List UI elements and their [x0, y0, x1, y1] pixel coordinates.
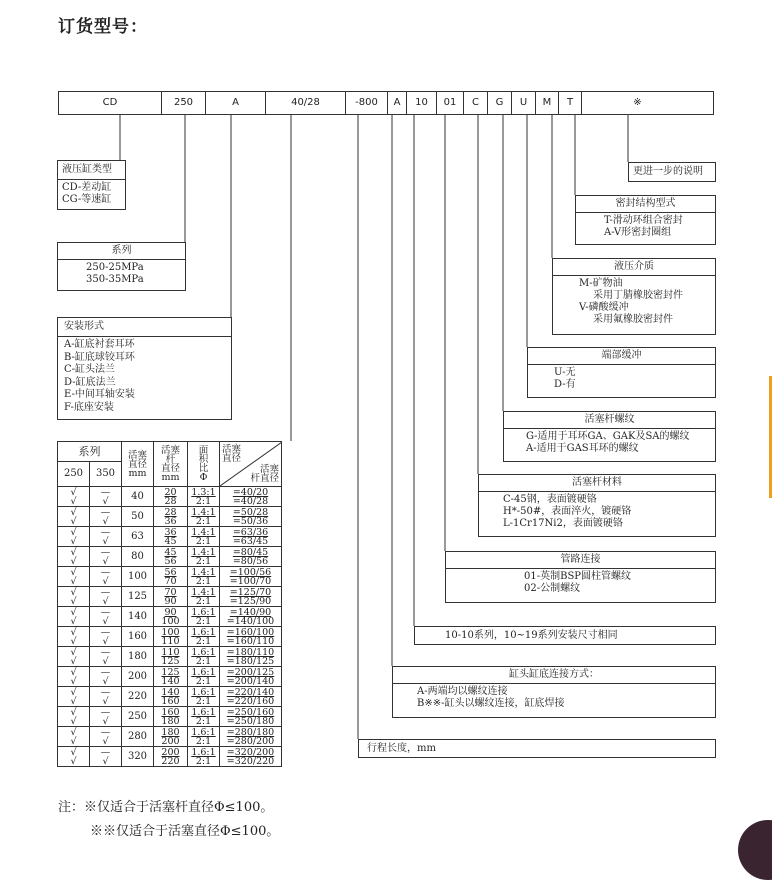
code-series: 250 — [162, 92, 206, 114]
table-row — [58, 567, 282, 587]
table-row — [58, 647, 282, 667]
col-250: √ √ — [58, 747, 90, 767]
cushion-item: D-有 — [554, 379, 576, 390]
note-2: ※※仅适合于活塞直径Φ≤100。 — [90, 824, 280, 839]
col-rod: 180 200 — [154, 727, 188, 747]
col-250: √ √ — [58, 627, 90, 647]
col-350: — √ — [90, 547, 122, 567]
col-250: √ √ — [58, 607, 90, 627]
cushion-item: U-无 — [554, 367, 576, 378]
stroke-label: 行程长度，mm — [367, 743, 436, 754]
code-thread: G — [488, 92, 512, 114]
head-conn-box — [392, 666, 716, 718]
mount-item: E-中间耳轴安装 — [64, 389, 135, 400]
table-row — [58, 507, 282, 527]
col-350: — √ — [90, 727, 122, 747]
mount-item: F-底座安装 — [64, 401, 114, 413]
code-series-no: 10 — [407, 92, 437, 114]
rod-material-box — [478, 474, 716, 537]
col-ratio: 1.4:1 2:1 — [188, 567, 220, 587]
col-ratio: 1.6:1 2:1 — [188, 667, 220, 687]
medium-item: V-磷酸缓冲 — [579, 302, 629, 313]
mount-item: B-缸底球铰耳环 — [64, 351, 135, 363]
medium-box — [552, 258, 716, 335]
page-title: 订货型号： — [58, 17, 148, 37]
col-bore: 40 — [122, 487, 154, 507]
model-code-bar — [58, 91, 714, 115]
col-ratio: 1.4:1 2:1 — [188, 587, 220, 607]
col-bore: 63 — [122, 527, 154, 547]
series-title: 系列 — [58, 243, 185, 260]
further-box — [628, 162, 716, 182]
col-code: =140/90 =140/100 — [220, 607, 282, 627]
col-350: — √ — [90, 647, 122, 667]
col-350: — √ — [90, 627, 122, 647]
series-item: 350-35MPa — [86, 274, 144, 285]
table-row — [58, 687, 282, 707]
th-rod: 活塞 杆 直径 mm — [154, 442, 188, 487]
medium-item: M-矿物油 — [579, 278, 623, 289]
col-350: — √ — [90, 747, 122, 767]
note-1: 注：※仅适合于活塞杆直径Φ≤100。 — [58, 800, 274, 815]
col-code: =160/100 =160/110 — [220, 627, 282, 647]
code-pipe: 01 — [437, 92, 464, 114]
col-rod: 90 100 — [154, 607, 188, 627]
col-rod: 45 56 — [154, 547, 188, 567]
col-350: — √ — [90, 707, 122, 727]
code-cushion: U — [512, 92, 536, 114]
col-250: √ √ — [58, 647, 90, 667]
rod-material-item: C-45钢，表面镀硬铬 — [503, 494, 597, 505]
col-rod: 140 160 — [154, 687, 188, 707]
col-code: =63/36 =63/45 — [220, 527, 282, 547]
col-code: =220/140 =220/160 — [220, 687, 282, 707]
thread-title: 活塞杆螺纹 — [504, 412, 715, 429]
col-350: — √ — [90, 527, 122, 547]
series-note-box — [414, 626, 716, 645]
col-bore: 100 — [122, 567, 154, 587]
col-250: √ √ — [58, 667, 90, 687]
col-bore: 160 — [122, 627, 154, 647]
rod-material-title: 活塞杆材料 — [479, 475, 715, 492]
th-250: 250 — [58, 462, 90, 487]
th-350: 350 — [90, 462, 122, 487]
col-ratio: 1.3:1 2:1 — [188, 487, 220, 507]
col-rod: 100 110 — [154, 627, 188, 647]
cyl-type-title: 液压缸类型 — [58, 161, 125, 180]
table-row — [58, 727, 282, 747]
stroke-box — [358, 739, 716, 758]
cushion-title: 端部缓冲 — [528, 348, 715, 365]
col-bore: 140 — [122, 607, 154, 627]
mount-item: C-缸头法兰 — [64, 364, 116, 375]
col-code: =250/160 =250/180 — [220, 707, 282, 727]
pipe-box — [445, 551, 716, 603]
seal-title: 密封结构型式 — [576, 196, 715, 213]
col-code: =320/200 =320/220 — [220, 747, 282, 767]
code-type: CD — [59, 92, 162, 114]
medium-title: 液压介质 — [553, 259, 715, 276]
col-ratio: 1.6:1 2:1 — [188, 607, 220, 627]
code-medium: M — [536, 92, 559, 114]
col-rod: 160 180 — [154, 707, 188, 727]
col-code: =50/28 =50/36 — [220, 507, 282, 527]
col-bore: 180 — [122, 647, 154, 667]
pipe-item: 01-英制BSP圆柱管螺纹 — [524, 571, 632, 582]
head-conn-title: 缸头缸底连接方式： — [393, 667, 715, 684]
pipe-title: 管路连接 — [446, 552, 715, 569]
code-stroke: -800 — [346, 92, 388, 114]
mount-title: 安装形式 — [58, 318, 231, 337]
col-350: — √ — [90, 507, 122, 527]
col-bore: 50 — [122, 507, 154, 527]
table-row — [58, 547, 282, 567]
th-ratio: 面 积 比 Φ — [188, 442, 220, 487]
thread-item: G-适用于耳环GA、GAK及SA的螺纹 — [526, 431, 690, 442]
code-rod-material: C — [464, 92, 488, 114]
col-bore: 280 — [122, 727, 154, 747]
col-code: =200/125 =200/140 — [220, 667, 282, 687]
table-row — [58, 587, 282, 607]
col-ratio: 1.6:1 2:1 — [188, 627, 220, 647]
col-bore: 125 — [122, 587, 154, 607]
col-250: √ √ — [58, 707, 90, 727]
table-row — [58, 747, 282, 767]
col-bore: 80 — [122, 547, 154, 567]
col-ratio: 1.6:1 2:1 — [188, 727, 220, 747]
col-ratio: 1.4:1 2:1 — [188, 527, 220, 547]
medium-item: 采用丁腈橡胶密封件 — [593, 290, 683, 301]
series-item: 250-25MPa — [86, 262, 144, 273]
col-bore: 200 — [122, 667, 154, 687]
col-code: =40/20 =40/28 — [220, 487, 282, 507]
table-row — [58, 627, 282, 647]
col-rod: 56 70 — [154, 567, 188, 587]
table-row — [58, 527, 282, 547]
col-250: √ √ — [58, 487, 90, 507]
col-rod: 70 90 — [154, 587, 188, 607]
code-seal: T — [559, 92, 582, 114]
pipe-item: 02-公制螺纹 — [524, 583, 581, 594]
col-250: √ √ — [58, 567, 90, 587]
col-bore: 320 — [122, 747, 154, 767]
col-rod: 28 36 — [154, 507, 188, 527]
head-conn-item: A-两端均以螺纹连接 — [417, 686, 508, 697]
col-ratio: 1.6:1 2:1 — [188, 647, 220, 667]
col-bore: 250 — [122, 707, 154, 727]
table-row — [58, 707, 282, 727]
further-label: 更进一步的说明 — [633, 166, 703, 177]
series-note: 10-10系列，10~19系列安装尺寸相同 — [445, 630, 618, 641]
col-350: — √ — [90, 587, 122, 607]
mount-item: A-缸底衬套耳环 — [64, 339, 135, 350]
col-ratio: 1.6:1 2:1 — [188, 707, 220, 727]
col-ratio: 1.6:1 2:1 — [188, 687, 220, 707]
rod-material-item: H*-50#，表面淬火，镀硬铬 — [503, 506, 632, 517]
medium-item: 采用氟橡胶密封件 — [593, 314, 673, 325]
col-bore: 220 — [122, 687, 154, 707]
col-rod: 20 28 — [154, 487, 188, 507]
table-row — [58, 607, 282, 627]
col-code: =100/56 =100/70 — [220, 567, 282, 587]
col-350: — √ — [90, 687, 122, 707]
seal-item: T-滑动环组合密封 — [604, 215, 683, 226]
col-ratio: 1.4:1 2:1 — [188, 547, 220, 567]
thread-item: A-适用于GAS耳环的螺纹 — [526, 443, 639, 454]
thread-box — [503, 411, 716, 462]
col-250: √ √ — [58, 527, 90, 547]
col-ratio: 1.4:1 2:1 — [188, 507, 220, 527]
code-bore-rod: 40/28 — [266, 92, 346, 114]
col-250: √ √ — [58, 587, 90, 607]
col-rod: 36 45 — [154, 527, 188, 547]
rod-material-item: L-1Cr17Ni2，表面镀硬铬 — [503, 518, 623, 529]
seal-item: A-V形密封圈组 — [604, 227, 672, 238]
series-box — [57, 242, 186, 291]
col-350: — √ — [90, 667, 122, 687]
col-250: √ √ — [58, 687, 90, 707]
col-code: =180/110 =180/125 — [220, 647, 282, 667]
col-rod: 200 220 — [154, 747, 188, 767]
code-mount: A — [206, 92, 266, 114]
col-code: =125/70 =125/90 — [220, 587, 282, 607]
cushion-box — [527, 347, 716, 398]
cyl-type-item: CG-等速缸 — [62, 194, 112, 205]
col-250: √ √ — [58, 727, 90, 747]
table-row — [58, 487, 282, 507]
head-conn-item: B※※-缸头以螺纹连接，缸底焊接 — [417, 698, 565, 709]
cyl-type-box — [57, 160, 126, 210]
col-350: — √ — [90, 487, 122, 507]
code-head-conn: A — [388, 92, 407, 114]
code-further: ※ — [633, 97, 642, 108]
col-code: =280/180 =280/200 — [220, 727, 282, 747]
col-350: — √ — [90, 567, 122, 587]
th-series: 系列 — [58, 442, 122, 462]
th-bore: 活塞 直径 mm — [122, 442, 154, 487]
col-rod: 125 140 — [154, 667, 188, 687]
col-250: √ √ — [58, 547, 90, 567]
spec-table — [57, 441, 282, 767]
seal-box — [575, 195, 716, 245]
cyl-type-item: CD-差动缸 — [62, 182, 112, 193]
mount-item: D-缸底法兰 — [64, 376, 116, 388]
mount-box — [57, 317, 232, 420]
col-250: √ √ — [58, 507, 90, 527]
col-350: — √ — [90, 607, 122, 627]
col-ratio: 1.6:1 2:1 — [188, 747, 220, 767]
col-rod: 110 125 — [154, 647, 188, 667]
table-row — [58, 667, 282, 687]
th-code: 活塞 直径 活塞 杆直径 — [220, 442, 282, 487]
col-code: =80/45 =80/56 — [220, 547, 282, 567]
